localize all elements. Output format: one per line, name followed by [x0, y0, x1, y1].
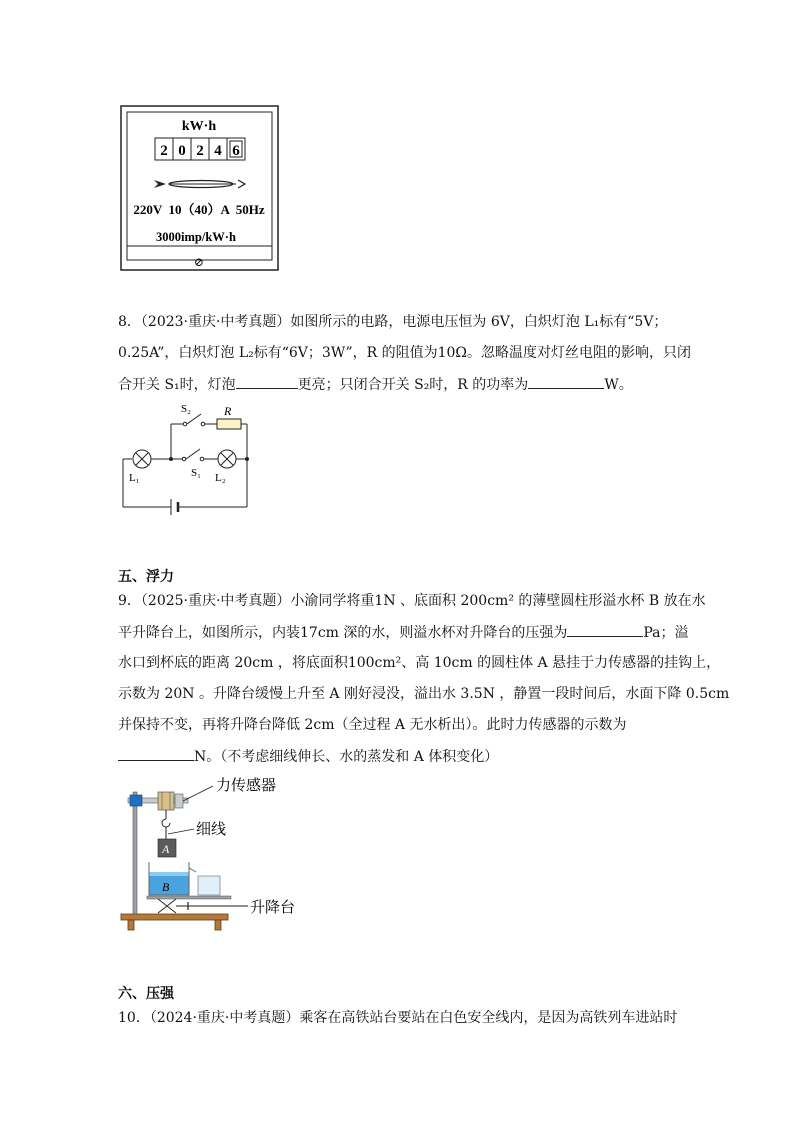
overflow-cup-apparatus [118, 772, 298, 934]
circuit-diagram [118, 402, 258, 520]
label-l1: L₁ [129, 472, 140, 484]
q9-text-a: 平升降台上，如图所示，内装17cm 深的水，则溢水杯对升降台的压强为 [118, 625, 568, 641]
q9-answer-blank-2[interactable] [118, 746, 194, 761]
meter-digits [155, 138, 245, 160]
label-r: R [224, 404, 232, 418]
label-b: B [162, 880, 170, 894]
section-5-title: 五、浮力 [118, 569, 174, 585]
q9-text-c: N。（不考虑细线伸长、水的蒸发和 A 体积变化） [194, 749, 499, 765]
q9-text-b: Pa；溢 [643, 625, 689, 641]
label-l2: L₂ [215, 472, 226, 484]
label-a: A [162, 842, 170, 856]
meter-digit: 0 [178, 143, 186, 159]
q10-line-1: 10．（2024·重庆·中考真题）乘客在高铁站台要站在白色安全线内，是因为高铁列车进站时 [118, 1010, 678, 1026]
meter-digit: 6 [232, 143, 240, 159]
label-thread: 细线 [196, 822, 227, 838]
q9-answer-blank-1[interactable] [567, 622, 643, 637]
q9-line-2 [118, 622, 689, 643]
q9-line-4: 示数为 20N 。升降台缓慢上升至 A 刚好浸没，溢出水 3.5N ，静置一段时间后，水面下降 0.5cm [118, 686, 730, 702]
q8-line-1: 8．（2023·重庆·中考真题）如图所示的电路，电源电压恒为 6V，白炽灯泡 L₁标有“5V； [118, 314, 668, 330]
q8-text-c: W。 [604, 377, 633, 393]
meter-digit: 2 [196, 143, 204, 159]
q8-answer-blank-1[interactable] [236, 374, 298, 389]
q9-line-5: 并保持不变，再将升降台降低 2cm（全过程 A 无水析出）。此时力传感器的示数为 [118, 717, 627, 733]
meter-symbol: ⊘ [193, 255, 205, 269]
meter-digit: 2 [160, 143, 168, 159]
label-force-sensor: 力传感器 [216, 778, 277, 794]
label-s1: S₁ [191, 467, 201, 479]
q8-line-2: 0.25A”，白炽灯泡 L₂标有“6V；3W”，R 的阻值为10Ω。忽略温度对灯丝电阻的影响，只闭 [118, 345, 692, 361]
q8-text-a: 合开关 S₁时，灯泡 [118, 377, 236, 393]
label-lift: 升降台 [250, 900, 296, 916]
q9-line-1: 9．（2025·重庆·中考真题）小渝同学将重1N 、底面积 200cm² 的薄壁圆柱形溢水杯 B 放在水 [118, 593, 706, 609]
q8-text-b: 更亮；只闭合开关 S₂时，R 的功率为 [297, 377, 529, 393]
q9-line-6 [118, 746, 498, 767]
meter-unit: kW·h [181, 119, 217, 134]
electric-meter-figure [118, 104, 282, 274]
label-s2: S₂ [181, 403, 191, 415]
q8-answer-blank-2[interactable] [528, 374, 604, 389]
meter-rating: 220V 10（40）A 50Hz [133, 202, 265, 217]
section-6-title: 六、压强 [118, 986, 174, 1002]
meter-digit: 4 [214, 143, 222, 159]
q9-line-3: 水口到杯底的距离 20cm ，将底面积100cm²、高 10cm 的圆柱体 A 悬挂于力传感器的挂钩上， [118, 655, 721, 671]
meter-imp: 3000imp/kW·h [156, 230, 236, 244]
q8-line-3 [118, 374, 633, 395]
